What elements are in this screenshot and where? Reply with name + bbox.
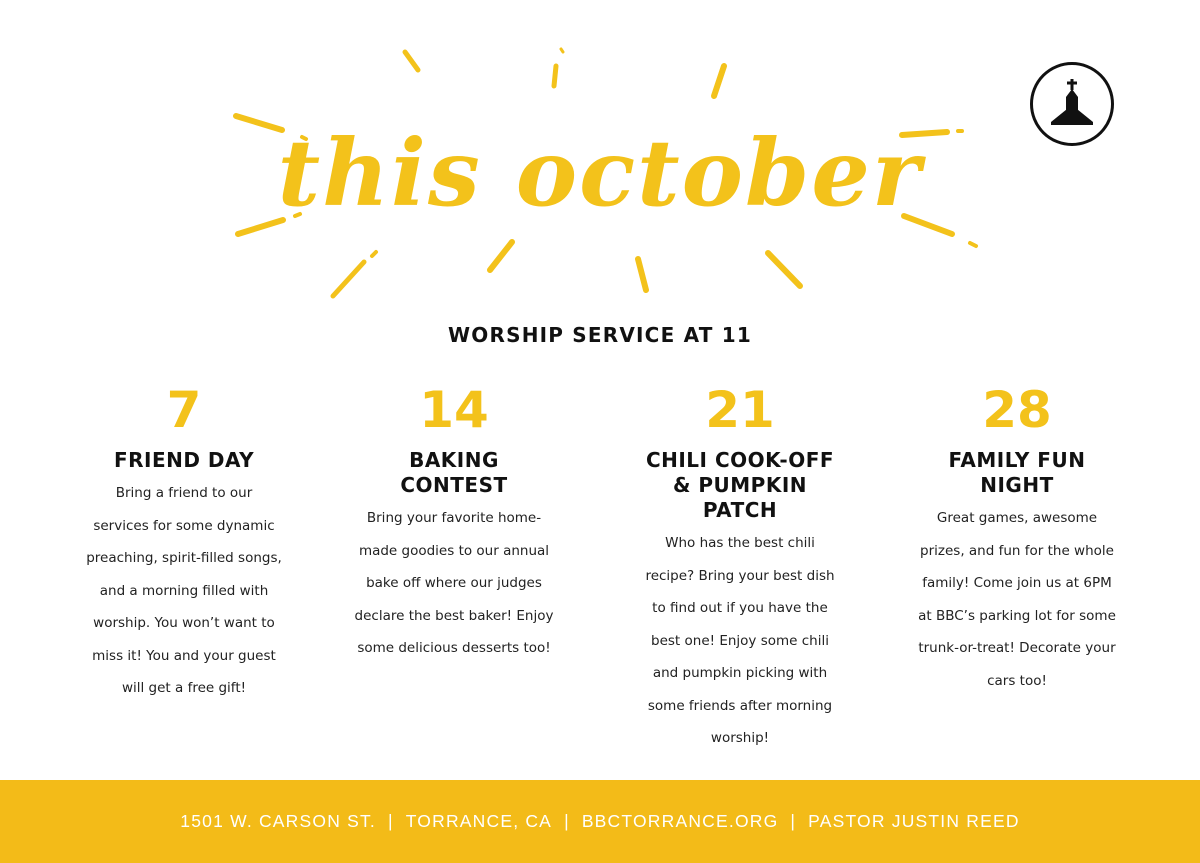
footer-pastor: PASTOR JUSTIN REED: [808, 811, 1020, 831]
event-title: FRIEND DAY: [113, 448, 255, 472]
footer-website: BBCTORRANCE.ORG: [581, 811, 779, 831]
ray: [561, 49, 563, 52]
ray: [714, 66, 724, 96]
event-description: Who has the best chili recipe? Bring your best dish to find out if you have the best one! Enjoy some chili and pumpkin picking with some friends after morning worship!: [645, 535, 835, 746]
event-day: 28: [982, 381, 1052, 439]
event-title: BAKING CONTEST: [400, 448, 508, 497]
event-description: Bring a friend to our services for some dynamic preaching, spirit-filled songs, and a morning filled with worship. You won’t want to miss it! You and your guest will get a free gift!: [86, 485, 282, 696]
footer: [0, 780, 1200, 863]
sunburst-decoration: [0, 0, 1200, 320]
hero: [0, 0, 1200, 320]
ray: [238, 220, 283, 234]
event-card: [352, 378, 556, 665]
ray: [405, 52, 418, 70]
event-card: [918, 378, 1116, 697]
footer-separator: |: [564, 811, 570, 831]
ray: [333, 262, 364, 296]
footer-address: 1501 W. CARSON ST.: [180, 811, 376, 831]
event-card: [640, 378, 840, 755]
ray: [554, 66, 556, 86]
footer-city: TORRANCE, CA: [405, 811, 553, 831]
event-title: CHILI COOK-OFF & PUMPKIN PATCH: [645, 448, 835, 522]
events-list: [0, 378, 1200, 778]
event-day: 7: [166, 381, 202, 439]
ray: [768, 253, 800, 286]
event-day: 14: [419, 381, 489, 439]
event-title: FAMILY FUN NIGHT: [948, 448, 1086, 497]
ray: [970, 243, 976, 246]
ray: [638, 259, 646, 290]
event-card: [86, 378, 282, 705]
service-time: WORSHIP SERVICE AT 11: [448, 323, 752, 347]
event-day: 21: [705, 381, 775, 439]
footer-separator: |: [387, 811, 394, 831]
script-title: this october: [277, 119, 923, 227]
event-description: Bring your favorite home-made goodies to our annual bake off where our judges declare the best baker! Enjoy some delicious desserts too!: [354, 510, 554, 656]
event-description: Great games, awesome prizes, and fun for the whole family! Come join us at 6PM at BBC’s parking lot for some trunk-or-treat! Decorate your cars too!: [918, 510, 1116, 689]
church-icon: [1030, 62, 1114, 146]
ray: [490, 242, 512, 270]
ray: [372, 252, 376, 256]
ray: [236, 116, 282, 130]
footer-separator: |: [790, 811, 797, 831]
